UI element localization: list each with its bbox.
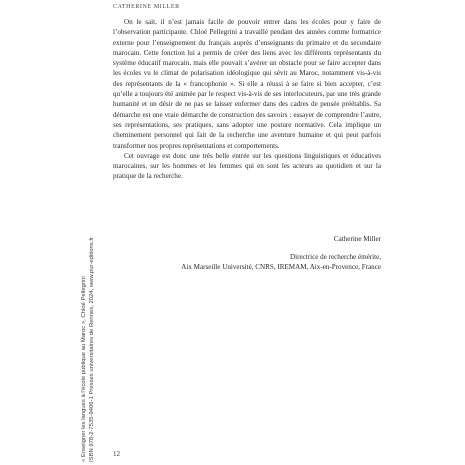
paragraph-2: Cet ouvrage est donc une très belle entrée sur les questions linguistiques et éducatives marocaines, sur les hommes et les femmes qui en sont les acteurs au quotidien et sur la pratique de la recherche. xyxy=(113,151,381,181)
page-number: 12 xyxy=(113,450,120,458)
side-credit-line-1: « Enseigner les langues à l’école publique au Maroc », Chloé Pellegrini xyxy=(81,276,87,462)
side-publication-credit xyxy=(80,237,96,462)
signature-affiliation: Aix Marseille Université, CNRS, IREMAM, Aix-en-Provence, France xyxy=(181,263,381,271)
running-head: CATHERINE MILLER xyxy=(113,4,180,10)
side-credit-line-2: ISBN 978-2-7535-9406-1 Presses universitaires de Rennes, 2024, www.pur-editions.fr xyxy=(89,237,96,462)
preface-body xyxy=(113,17,381,182)
paragraph-1: On le sait, il n’est jamais facile de pouvoir entrer dans les écoles pour y faire de l’observation participante. Chloé Pellegrini a travaillé pendant des années comme formatrice externe pour l’enseignement du français auprès d’enseignants du primaire et du secondaire marocain. Cette fonction lui a permis de créer des liens avec les différents représentants du système éducatif marocain, mais elle pouvait s’avérer un obstacle pour se faire accepter dans les écoles vu le climat de polarisation idéologique qui sévit au Maroc, notamment vis-à-vis des représentants de la « francophonie ». Si elle a réussi à se faire si bien accepter, c’est qu’elle a toujours été animée par le respect vis-à-vis de ses interlocuteurs, par une très grande humanité et un désir de ne pas se laisser enfermer dans des cadres de pensée préétablis. Sa démarche est une vraie démarche de construction des savoirs : essayer de comprendre l’autre, ses représentations, ses pratiques, sans adopter une posture normative. Cela implique un cheminement personnel qui fait de la recherche une aventure humaine et qui peut parfois transformer nos propres représentations et comportements. xyxy=(113,18,381,150)
signature-role: Directrice de recherche émérite, xyxy=(290,253,381,261)
signature-name: Catherine Miller xyxy=(333,235,381,243)
